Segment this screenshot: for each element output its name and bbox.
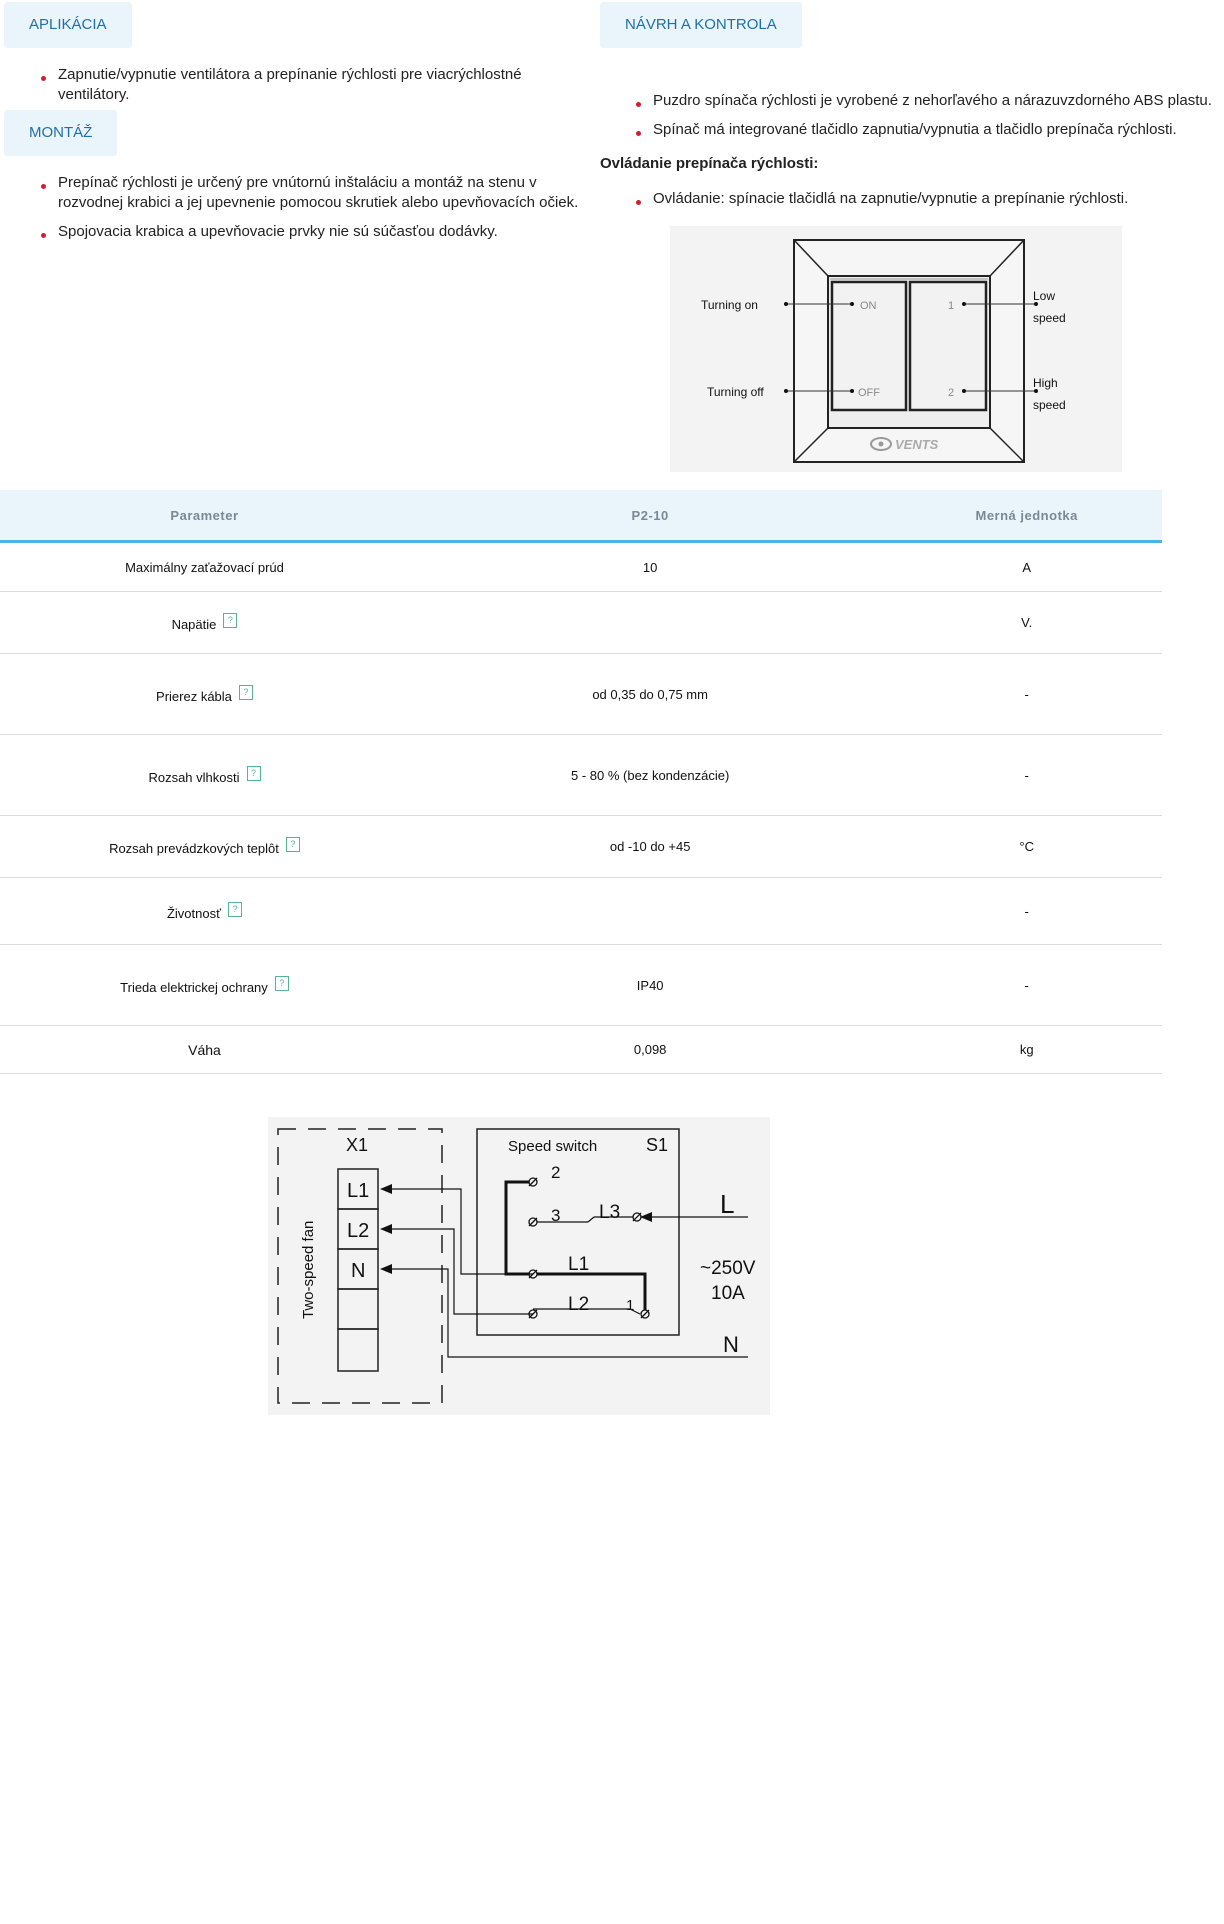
speed-switch-label: Speed switch bbox=[508, 1138, 598, 1155]
current-label: 10A bbox=[711, 1283, 745, 1304]
thick-bridge-wire bbox=[506, 1182, 645, 1310]
table-row bbox=[0, 542, 1162, 592]
voltage-label: ~250V bbox=[700, 1258, 756, 1279]
param-name: Trieda elektrickej ochrany bbox=[120, 979, 268, 995]
table-header-row bbox=[0, 490, 1162, 542]
unit-cell: V. bbox=[891, 592, 1162, 654]
turning-off-label: Turning off bbox=[707, 385, 764, 399]
spec-table bbox=[0, 490, 1162, 1074]
on-label: ON bbox=[860, 300, 877, 312]
unit-cell: kg bbox=[891, 1026, 1162, 1074]
help-icon[interactable]: ? bbox=[286, 837, 300, 852]
param-cell bbox=[0, 1026, 409, 1074]
speed-2-label: 2 bbox=[948, 387, 955, 399]
value-cell bbox=[409, 878, 891, 945]
table-row bbox=[0, 878, 1162, 945]
param-cell bbox=[0, 654, 409, 735]
value-cell: od -10 do +45 bbox=[409, 816, 891, 878]
wiring-diagram bbox=[268, 1117, 770, 1415]
x1-n-label: N bbox=[351, 1260, 366, 1282]
value-cell: od 0,35 do 0,75 mm bbox=[409, 654, 891, 735]
help-icon[interactable]: ? bbox=[228, 902, 242, 917]
low-label: Low bbox=[1033, 289, 1056, 303]
terminal-2-label: 2 bbox=[551, 1163, 561, 1182]
table-row bbox=[0, 1026, 1162, 1074]
tab-aplikacia[interactable] bbox=[4, 2, 132, 48]
header-parameter: Parameter bbox=[0, 490, 409, 542]
vents-logo-text: VENTS bbox=[895, 437, 939, 452]
value-cell: 0,098 bbox=[409, 1026, 891, 1074]
list-item: Spínač má integrované tlačidlo zapnutia/vypnutia a tlačidlo prepínača rýchlosti. bbox=[633, 120, 1223, 140]
table-row bbox=[0, 945, 1162, 1026]
header-unit: Merná jednotka bbox=[891, 490, 1162, 542]
value-cell: IP40 bbox=[409, 945, 891, 1026]
l3-label: L3 bbox=[599, 1202, 621, 1223]
switch-l2-label: L2 bbox=[568, 1294, 590, 1315]
param-name: Rozsah vlhkosti bbox=[148, 769, 240, 785]
low-speed-label: speed bbox=[1033, 311, 1066, 325]
aplikacia-list bbox=[38, 65, 578, 114]
param-name: Rozsah prevádzkových teplôt bbox=[109, 841, 279, 856]
unit-cell: - bbox=[891, 878, 1162, 945]
terminal-1-label: 1 bbox=[626, 1297, 635, 1314]
help-icon[interactable]: ? bbox=[247, 766, 261, 781]
table-row bbox=[0, 654, 1162, 735]
high-speed-label: speed bbox=[1033, 398, 1066, 412]
help-icon[interactable]: ? bbox=[223, 613, 237, 628]
param-cell bbox=[0, 592, 409, 654]
param-name: Životnosť bbox=[166, 905, 221, 921]
list-item: Zapnutie/vypnutie ventilátora a prepínanie rýchlosti pre viacrýchlostné ventilátory. bbox=[38, 65, 578, 105]
x1-l2-label: L2 bbox=[347, 1220, 370, 1242]
speed-1-label: 1 bbox=[948, 300, 955, 312]
help-icon[interactable]: ? bbox=[239, 685, 253, 700]
value-cell: 10 bbox=[409, 542, 891, 592]
param-name: Napätie bbox=[171, 617, 217, 632]
line-n-label: N bbox=[723, 1332, 739, 1357]
tab-navrh-a-kontrola[interactable] bbox=[600, 2, 802, 48]
table-row bbox=[0, 592, 1162, 654]
param-cell bbox=[0, 816, 409, 878]
value-cell bbox=[409, 592, 891, 654]
switch-l1-label: L1 bbox=[568, 1254, 590, 1275]
unit-cell: - bbox=[891, 654, 1162, 735]
list-item: Puzdro spínača rýchlosti je vyrobené z nehorľavého a nárazuvzdorného ABS plastu. bbox=[633, 91, 1223, 111]
s1-label: S1 bbox=[646, 1135, 669, 1155]
tab-navrh-label: NÁVRH A KONTROLA bbox=[625, 16, 777, 33]
unit-cell: - bbox=[891, 735, 1162, 816]
param-name: Prierez kábla bbox=[156, 688, 232, 704]
switch-diagram bbox=[670, 226, 1122, 472]
param-name: Váha bbox=[188, 1041, 221, 1058]
tab-montaz[interactable] bbox=[4, 110, 117, 156]
tab-aplikacia-label: APLIKÁCIA bbox=[29, 16, 107, 33]
param-cell bbox=[0, 542, 409, 592]
line-l-label: L bbox=[720, 1189, 735, 1219]
high-label: High bbox=[1033, 376, 1058, 390]
table-row bbox=[0, 816, 1162, 878]
navrh-list bbox=[633, 91, 1223, 149]
param-cell bbox=[0, 878, 409, 945]
two-speed-fan-label: Two-speed fan bbox=[300, 1220, 317, 1319]
value-cell: 5 - 80 % (bez kondenzácie) bbox=[409, 735, 891, 816]
list-item: Spojovacia krabica a upevňovacie prvky nie sú súčasťou dodávky. bbox=[38, 222, 583, 242]
param-name: Maximálny zaťažovací prúd bbox=[125, 559, 284, 575]
param-cell bbox=[0, 735, 409, 816]
param-cell bbox=[0, 945, 409, 1026]
off-label: OFF bbox=[858, 387, 880, 399]
help-icon[interactable]: ? bbox=[275, 976, 289, 991]
list-item: Ovládanie: spínacie tlačidlá na zapnutie/vypnutie a prepínanie rýchlosti. bbox=[633, 189, 1223, 209]
montaz-list bbox=[38, 173, 583, 251]
unit-cell: - bbox=[891, 945, 1162, 1026]
x1-l1-label: L1 bbox=[347, 1180, 370, 1202]
table-row bbox=[0, 735, 1162, 816]
x1-label: X1 bbox=[346, 1135, 369, 1155]
turning-on-label: Turning on bbox=[701, 298, 758, 312]
unit-cell: °C bbox=[891, 816, 1162, 878]
tab-montaz-label: MONTÁŽ bbox=[29, 124, 93, 141]
terminal-3-label: 3 bbox=[551, 1206, 561, 1225]
control-heading: Ovládanie prepínača rýchlosti: bbox=[600, 155, 819, 172]
control-list bbox=[633, 189, 1223, 218]
header-p2-10: P2-10 bbox=[409, 490, 891, 542]
list-item: Prepínač rýchlosti je určený pre vnútornú inštaláciu a montáž na stenu v rozvodnej krabici a jej upevnenie pomocou skrutiek alebo upevňovacích očiek. bbox=[38, 173, 583, 213]
unit-cell: A bbox=[891, 542, 1162, 592]
